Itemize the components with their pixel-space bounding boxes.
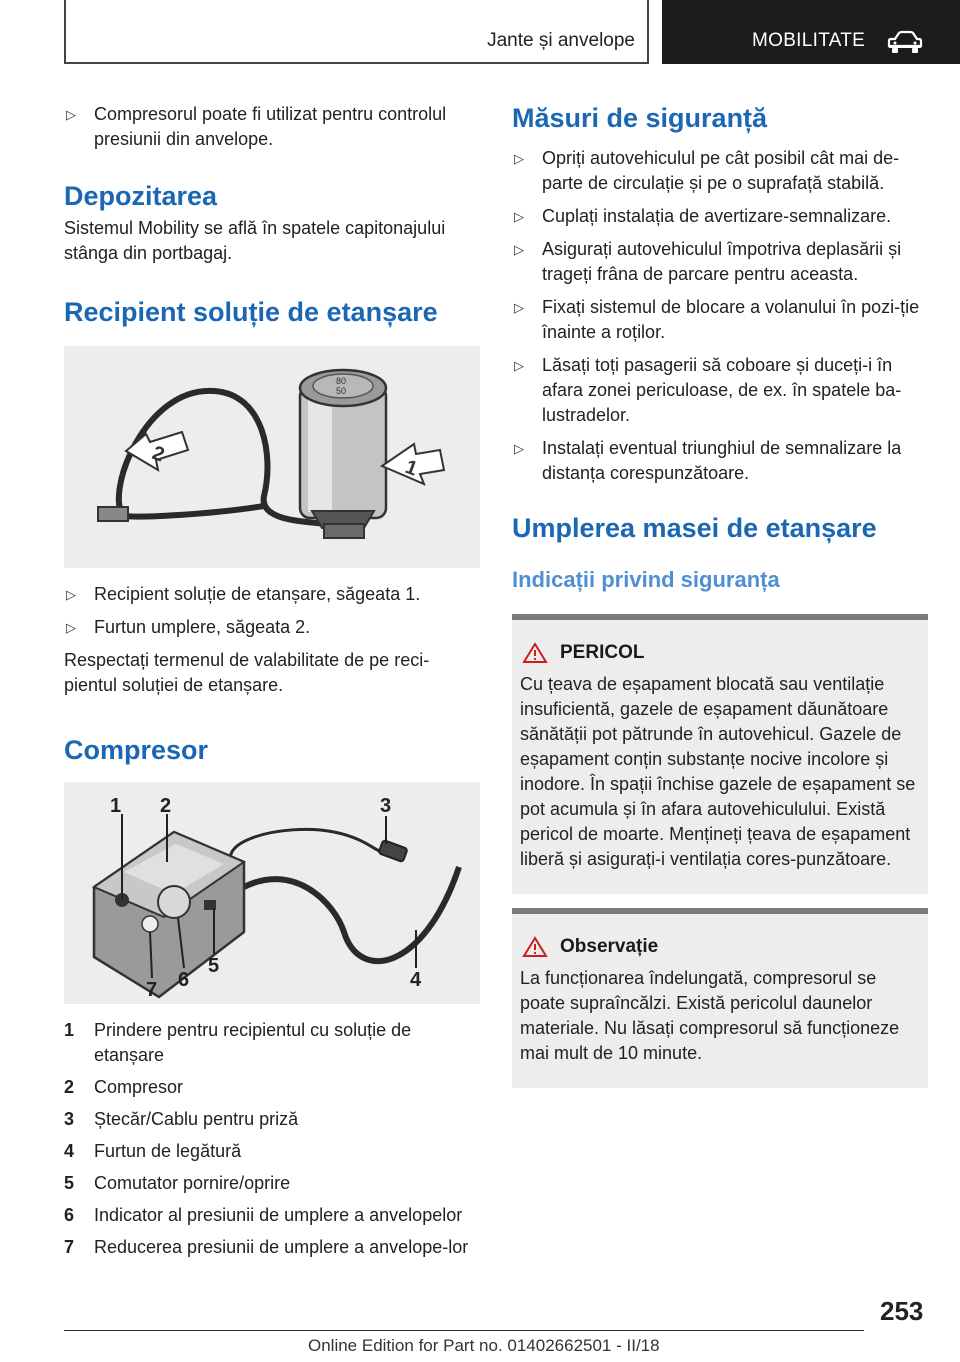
bullet-text: Asigurați autovehiculul împotriva deplasării și trageți frâna de parcare pentru aceasta. — [542, 239, 902, 284]
bullet-triangle-icon: ▷ — [66, 107, 76, 122]
danger-title: PERICOL — [560, 642, 645, 663]
container-bullet — [64, 582, 480, 607]
gauge-label-1: 80 — [336, 376, 347, 386]
bullet-text: Fixați sistemul de blocare a volanului în pozi-ție înainte a roților. — [542, 297, 920, 342]
bullet-triangle-icon: ▷ — [514, 209, 524, 224]
bullet-triangle-icon: ▷ — [514, 242, 524, 257]
item-number: 2 — [64, 1077, 75, 1097]
safety-bullet — [512, 146, 928, 196]
arrow-2-label: 2 — [149, 442, 168, 467]
compressor-parts-list — [64, 1018, 480, 1260]
bullet-triangle-icon: ▷ — [66, 620, 76, 635]
sealant-container-illustration — [64, 346, 480, 568]
bullet-text: Instalați eventual triunghiul de semnalizare la distanța corespunzătoare. — [542, 438, 902, 483]
container-bullets — [64, 582, 480, 640]
danger-box — [512, 614, 928, 894]
callout-7-label: 7 — [146, 979, 158, 1001]
safety-bullet — [512, 237, 928, 287]
bullet-text: Lăsați toți pasagerii să coboare și duceți-i în afara zonei periculoase, de ex. în spatele ba-lustradelor. — [542, 355, 902, 425]
item-text: Furtun de legătură — [94, 1141, 242, 1161]
container-heading: Recipient soluție de etanșare — [64, 297, 438, 327]
bullet-triangle-icon: ▷ — [66, 587, 76, 602]
gauge-label-2: 50 — [336, 386, 347, 396]
list-item — [64, 1107, 480, 1132]
danger-text: Cu țeava de eșapament blocată sau ventilație insuficientă, gazele de eșapament dăunătoare sănătății pot pătrunde în autovehicul. Gazele de eșapament conțin substanțe nocive incolore și inodore. În spații închise gazele de eșapament se pot acumula și în afara autovehiculului. Există pericol de moarte. Mențineți țeava de eșapament liberă și asigurați-i ventilația cores-punzătoare. — [520, 674, 916, 869]
fill-heading: Umplerea masei de etanșare — [512, 513, 877, 543]
footer-divider — [64, 1330, 864, 1331]
item-text: Prindere pentru recipientul cu soluție de etanșare — [94, 1020, 412, 1065]
container-bullet — [64, 615, 480, 640]
bullet-triangle-icon: ▷ — [514, 300, 524, 315]
warning-triangle-icon — [522, 642, 548, 664]
item-number: 3 — [64, 1109, 75, 1129]
item-text: Reducerea presiunii de umplere a anvelope-lor — [94, 1237, 469, 1257]
fill-subheading: Indicații privind siguranța — [512, 567, 780, 592]
bullet-text: Compresorul poate fi utilizat pentru controlul presiunii din anvelope. — [94, 104, 447, 149]
note-title-row — [520, 934, 920, 960]
list-item — [64, 1139, 480, 1164]
callout-2-label: 2 — [160, 795, 172, 817]
compressor-figure — [64, 782, 480, 1004]
list-item — [64, 1235, 480, 1260]
note-text: La funcționarea îndelungată, compresorul se poate supraîncălzi. Există pericolul daunelor materiale. Nu lăsați compresorul să funcționeze mai mult de 10 minute. — [520, 968, 900, 1063]
callout-6-label: 6 — [178, 969, 190, 991]
header-section-title: Jante și anvelope — [487, 30, 635, 51]
safety-bullet — [512, 436, 928, 486]
compressor-heading: Compresor — [64, 735, 209, 765]
safety-bullet — [512, 204, 928, 229]
danger-title-row — [520, 640, 920, 666]
callout-4-label: 4 — [410, 969, 422, 991]
footer-edition: Online Edition for Part no. 01402662501 - II/18 — [308, 1336, 660, 1355]
list-item — [64, 1018, 480, 1068]
list-item — [64, 1203, 480, 1228]
storage-heading: Depozitarea — [64, 181, 218, 211]
safety-heading: Măsuri de siguranță — [512, 103, 768, 133]
bullet-text: Recipient soluție de etanșare, săgeata 1. — [94, 584, 421, 604]
storage-text: Sistemul Mobility se află în spatele capitonajului stânga din portbagaj. — [64, 218, 446, 263]
item-number: 4 — [64, 1141, 75, 1161]
left-column — [64, 102, 480, 1267]
container-note: Respectați termenul de valabilitate de pe reci-pientul soluției de etanșare. — [64, 650, 430, 695]
item-text: Ștecăr/Cablu pentru priză — [94, 1109, 299, 1129]
intro-bullet — [64, 102, 480, 152]
arrow-1-label: 1 — [402, 456, 421, 481]
right-column — [512, 102, 928, 1088]
safety-bullet — [512, 295, 928, 345]
list-item — [64, 1171, 480, 1196]
warning-triangle-icon — [522, 936, 548, 958]
bullet-text: Opriți autovehiculul pe cât posibil cât mai de-parte de circulație și pe o suprafață stabilă. — [542, 148, 900, 193]
page-header — [0, 0, 960, 66]
callout-1-label: 1 — [110, 795, 122, 817]
item-text: Compresor — [94, 1077, 184, 1097]
bullet-text: Furtun umplere, săgeata 2. — [94, 617, 311, 637]
bullet-triangle-icon: ▷ — [514, 151, 524, 166]
callout-5-label: 5 — [208, 955, 220, 977]
item-text: Comutator pornire/oprire — [94, 1173, 291, 1193]
bullet-triangle-icon: ▷ — [514, 358, 524, 373]
bullet-triangle-icon: ▷ — [514, 441, 524, 456]
car-icon — [886, 30, 924, 54]
header-chapter-title: MOBILITATE — [752, 30, 866, 51]
safety-bullet — [512, 353, 928, 428]
compressor-illustration — [64, 782, 480, 1004]
note-title: Observație — [560, 936, 659, 957]
item-number: 5 — [64, 1173, 75, 1193]
item-number: 7 — [64, 1237, 75, 1257]
list-item — [64, 1075, 480, 1100]
item-number: 1 — [64, 1020, 75, 1040]
item-number: 6 — [64, 1205, 75, 1225]
callout-3-label: 3 — [380, 795, 392, 817]
item-text: Indicator al presiunii de umplere a anvelopelor — [94, 1205, 463, 1225]
page-number: 253 — [880, 1296, 924, 1326]
safety-bullets — [512, 146, 928, 486]
bullet-text: Cuplați instalația de avertizare-semnalizare. — [542, 206, 892, 226]
note-box — [512, 908, 928, 1088]
sealant-container-figure — [64, 346, 480, 568]
